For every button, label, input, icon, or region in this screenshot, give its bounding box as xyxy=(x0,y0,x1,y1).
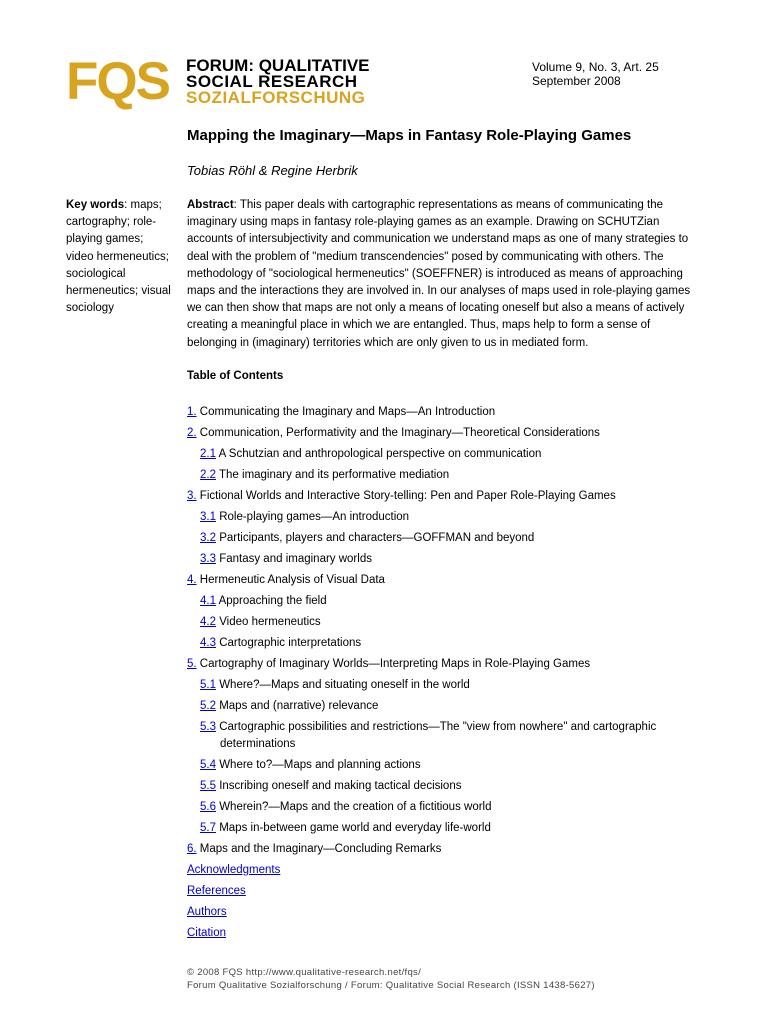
journal-name xyxy=(186,58,370,106)
copyright-line: © 2008 FQS http://www.qualitative-research.net/fqs/ xyxy=(187,967,422,978)
toc-link-5-7[interactable]: 5.7 xyxy=(200,822,216,834)
toc-item xyxy=(187,904,707,921)
toc-item xyxy=(187,862,707,879)
keywords xyxy=(66,197,174,317)
toc-item-text: Role-playing games—An introduction xyxy=(219,511,410,523)
toc-item xyxy=(187,719,707,753)
toc-link-3-1[interactable]: 3.1 xyxy=(200,511,216,523)
toc-item-text: A Schutzian and anthropological perspective on communication xyxy=(218,448,542,460)
toc-link-1[interactable]: 1. xyxy=(187,406,197,418)
toc-item xyxy=(187,820,707,837)
toc-item-text: Communication, Performativity and the Imaginary—Theoretical Considerations xyxy=(199,427,600,439)
toc-item-text: Cartographic possibilities and restrictions—The "view from nowhere" and cartographic determinations xyxy=(219,721,657,750)
toc-link-5-5[interactable]: 5.5 xyxy=(200,780,216,792)
toc-link-4-2[interactable]: 4.2 xyxy=(200,616,216,628)
citation-link[interactable]: Citation xyxy=(187,927,226,939)
journal-issn-line: Forum Qualitative Sozialforschung / Forum: Qualitative Social Research (ISSN 1438-5627) xyxy=(187,980,595,991)
toc-item xyxy=(187,656,707,673)
toc-item-text: Cartography of Imaginary Worlds—Interpreting Maps in Role-Playing Games xyxy=(199,658,591,670)
volume-number: Volume 9, No. 3, Art. 25 xyxy=(532,60,659,74)
article-title: Mapping the Imaginary—Maps in Fantasy Role-Playing Games xyxy=(187,127,632,144)
toc-link-5-4[interactable]: 5.4 xyxy=(200,759,216,771)
toc-item-text: Maps in-between game world and everyday life-world xyxy=(219,822,491,834)
toc-item-text: Hermeneutic Analysis of Visual Data xyxy=(199,574,385,586)
toc-item xyxy=(187,572,707,589)
toc-item xyxy=(187,778,707,795)
toc-link-4-3[interactable]: 4.3 xyxy=(200,637,216,649)
table-of-contents xyxy=(187,404,707,946)
acknowledgments-link[interactable]: Acknowledgments xyxy=(187,864,281,876)
keywords-label: Key words xyxy=(66,199,125,211)
toc-item xyxy=(187,551,707,568)
toc-item-text: Cartographic interpretations xyxy=(219,637,362,649)
toc-item xyxy=(187,509,707,526)
toc-item-text: Video hermeneutics xyxy=(219,616,321,628)
toc-link-3-3[interactable]: 3.3 xyxy=(200,553,216,565)
toc-item-text: Fictional Worlds and Interactive Story-telling: Pen and Paper Role-Playing Games xyxy=(199,490,616,502)
toc-link-6[interactable]: 6. xyxy=(187,843,197,855)
keywords-text: : maps; cartography; role-playing games; video hermeneutics; sociological hermeneutics; visual sociology xyxy=(66,199,171,315)
toc-link-5-6[interactable]: 5.6 xyxy=(200,801,216,813)
toc-item-text: Inscribing oneself and making tactical decisions xyxy=(219,780,462,792)
abstract-text: : This paper deals with cartographic representations as means of communicating the imaginary using maps in fantasy role-playing games as an example. Drawing on SCHUTZian accounts of intersubjectivity and communication we understand maps as one of many strategies to deal with the problem of "medium transcendencies" posed by communicating with others. The methodology of "sociological hermeneutics" (SOEFFNER) is introduced as means of approaching maps and the interactions they are involved in. In our analyses of maps used in role-playing games we can then show that maps are not only a means of locating oneself but also a means of actively creating a meaningful place in which we are entangled. Thus, maps help to form a sense of belonging in (imaginary) territories which are only given to us in mediated form. xyxy=(187,199,691,349)
toc-item-text: Participants, players and characters—GOFFMAN and beyond xyxy=(219,532,535,544)
journal-name-line2: SOCIAL RESEARCH xyxy=(186,72,358,91)
toc-link-4-1[interactable]: 4.1 xyxy=(200,595,216,607)
toc-item xyxy=(187,530,707,547)
toc-link-5-2[interactable]: 5.2 xyxy=(200,700,216,712)
toc-item-text: The imaginary and its performative mediation xyxy=(219,469,450,481)
toc-link-5-3[interactable]: 5.3 xyxy=(200,721,216,733)
toc-item-text: Approaching the field xyxy=(218,595,327,607)
toc-item xyxy=(187,698,707,715)
toc-link-3-2[interactable]: 3.2 xyxy=(200,532,216,544)
authors-link[interactable]: Authors xyxy=(187,906,227,918)
toc-item-text: Maps and (narrative) relevance xyxy=(219,700,379,712)
toc-item xyxy=(187,446,707,463)
toc-item-text: Maps and the Imaginary—Concluding Remarks xyxy=(199,843,442,855)
toc-link-5[interactable]: 5. xyxy=(187,658,197,670)
issue-info xyxy=(532,60,659,88)
toc-item xyxy=(187,593,707,610)
toc-item-text: Wherein?—Maps and the creation of a fictitious world xyxy=(219,801,492,813)
toc-item xyxy=(187,799,707,816)
toc-item xyxy=(187,404,707,421)
article-authors: Tobias Röhl & Regine Herbrik xyxy=(187,163,358,178)
journal-name-line3: SOZIALFORSCHUNG xyxy=(186,88,366,107)
fqs-logo: FQS xyxy=(66,52,169,111)
abstract-label: Abstract xyxy=(187,199,234,211)
toc-item-text: Fantasy and imaginary worlds xyxy=(219,553,372,565)
toc-item xyxy=(187,467,707,484)
toc-item-text: Where?—Maps and situating oneself in the world xyxy=(219,679,470,691)
toc-item xyxy=(187,614,707,631)
toc-item xyxy=(187,925,707,942)
toc-item xyxy=(187,635,707,652)
journal-name-line1: FORUM: QUALITATIVE xyxy=(186,56,370,75)
publication-date: September 2008 xyxy=(532,74,621,88)
toc-title: Table of Contents xyxy=(187,370,284,382)
abstract xyxy=(187,197,703,352)
toc-item xyxy=(187,757,707,774)
toc-item xyxy=(187,677,707,694)
toc-link-2-2[interactable]: 2.2 xyxy=(200,469,216,481)
toc-link-2-1[interactable]: 2.1 xyxy=(200,448,216,460)
toc-item-text: Where to?—Maps and planning actions xyxy=(219,759,421,771)
toc-link-3[interactable]: 3. xyxy=(187,490,197,502)
toc-item-text: Communicating the Imaginary and Maps—An Introduction xyxy=(199,406,496,418)
toc-item xyxy=(187,883,707,900)
toc-link-5-1[interactable]: 5.1 xyxy=(200,679,216,691)
toc-link-2[interactable]: 2. xyxy=(187,427,197,439)
toc-item xyxy=(187,488,707,505)
references-link[interactable]: References xyxy=(187,885,246,897)
toc-link-4[interactable]: 4. xyxy=(187,574,197,586)
toc-item xyxy=(187,425,707,442)
toc-item xyxy=(187,841,707,858)
page-footer xyxy=(187,966,595,992)
